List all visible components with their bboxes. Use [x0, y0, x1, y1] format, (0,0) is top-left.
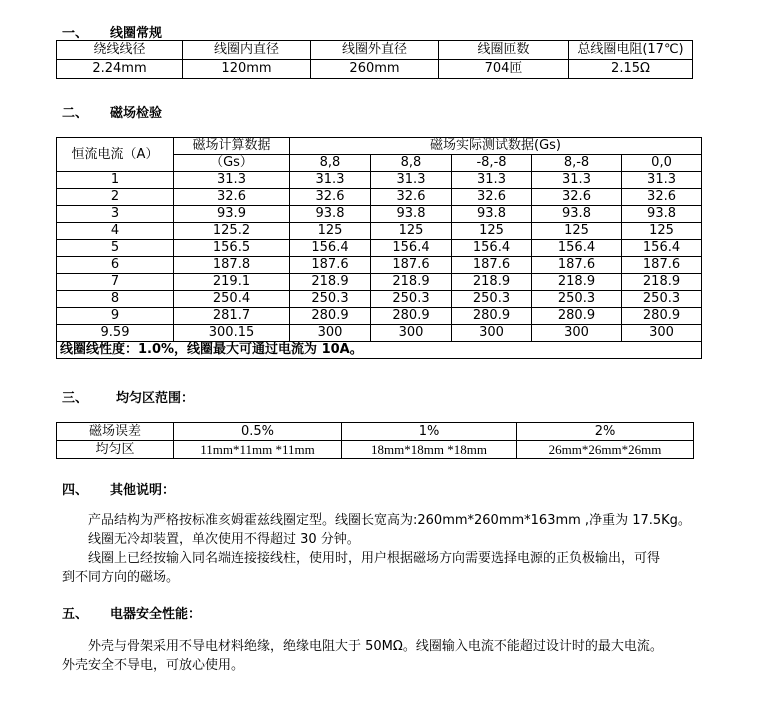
measured-column-header: 磁场实际测试数据(Gs): [290, 138, 702, 155]
table-row: [57, 325, 702, 342]
calc-value-cell: 300.15: [174, 325, 290, 342]
measured-value-cell: 300: [371, 325, 452, 342]
safety-line-2: 外壳安全不导电，可放心使用。: [62, 658, 245, 673]
section-3-heading: [62, 387, 194, 406]
section-3-number: 三、: [62, 391, 89, 406]
measured-value-cell: 32.6: [452, 189, 532, 206]
measured-value-cell: 32.6: [371, 189, 452, 206]
measured-value-cell: 31.3: [452, 172, 532, 189]
measured-value-cell: 32.6: [290, 189, 371, 206]
coil-value-cell: 2.15Ω: [569, 60, 693, 79]
coil-header-cell: 线圈外直径: [311, 41, 439, 60]
section-2-number: 二、: [62, 106, 89, 121]
measured-value-cell: 93.8: [622, 206, 702, 223]
linearity-note: 线圈线性度：1.0%，线圈最大可通过电流为 10A。: [57, 342, 702, 359]
current-value-cell: 2: [57, 189, 174, 206]
error-value: 2%: [517, 423, 694, 441]
current-value-cell: 9.59: [57, 325, 174, 342]
measured-value-cell: 156.4: [452, 240, 532, 257]
calc-column-header: 磁场计算数据: [174, 138, 290, 155]
calc-value-cell: 125.2: [174, 223, 290, 240]
measured-value-cell: 218.9: [622, 274, 702, 291]
error-label: 磁场误差: [57, 423, 174, 441]
section-1-title: 线圈常规: [110, 26, 163, 41]
measured-value-cell: 187.6: [622, 257, 702, 274]
table-row: [57, 240, 702, 257]
measured-value-cell: 300: [290, 325, 371, 342]
measured-value-cell: 31.3: [290, 172, 371, 189]
measured-value-cell: 280.9: [371, 308, 452, 325]
other-note-line-3: 线圈上已经按输入同名端连接接线柱，使用时，用户根据磁场方向需要选择电源的正负极输出，可得: [88, 551, 661, 566]
measured-value-cell: 156.4: [622, 240, 702, 257]
section-5-heading: [62, 603, 201, 622]
measured-value-cell: 187.6: [452, 257, 532, 274]
field-note-row: [57, 342, 702, 359]
measured-value-cell: 280.9: [532, 308, 622, 325]
position-header: 8,8: [371, 155, 452, 172]
measured-value-cell: 300: [622, 325, 702, 342]
measured-value-cell: 280.9: [452, 308, 532, 325]
measured-value-cell: 93.8: [452, 206, 532, 223]
current-value-cell: 1: [57, 172, 174, 189]
measured-value-cell: 93.8: [371, 206, 452, 223]
measured-value-cell: 125: [622, 223, 702, 240]
current-value-cell: 9: [57, 308, 174, 325]
section-4-number: 四、: [62, 483, 89, 498]
measured-value-cell: 187.6: [290, 257, 371, 274]
section-2-heading: [62, 102, 162, 121]
section-4-heading: [62, 479, 175, 498]
table-row: [57, 223, 702, 240]
area-value: 26mm*26mm*26mm: [517, 441, 694, 459]
calc-value-cell: 32.6: [174, 189, 290, 206]
area-label: 均匀区: [57, 441, 174, 459]
calc-value-cell: 93.9: [174, 206, 290, 223]
section-1-number: 一、: [62, 26, 89, 41]
position-header: 8,-8: [532, 155, 622, 172]
field-header-row-1: [57, 138, 702, 155]
measured-value-cell: 218.9: [290, 274, 371, 291]
other-note-line-4: 到不同方向的磁场。: [62, 570, 180, 585]
current-value-cell: 6: [57, 257, 174, 274]
calc-value-cell: 250.4: [174, 291, 290, 308]
measured-value-cell: 125: [371, 223, 452, 240]
measured-value-cell: 32.6: [622, 189, 702, 206]
table-row: [57, 308, 702, 325]
coil-value-cell: 704匝: [439, 60, 569, 79]
coil-header-cell: 总线圈电阻(17℃): [569, 41, 693, 60]
current-value-cell: 3: [57, 206, 174, 223]
calc-value-cell: 156.5: [174, 240, 290, 257]
measured-value-cell: 187.6: [371, 257, 452, 274]
measured-value-cell: 250.3: [532, 291, 622, 308]
measured-value-cell: 250.3: [371, 291, 452, 308]
measured-value-cell: 156.4: [532, 240, 622, 257]
measured-value-cell: 300: [532, 325, 622, 342]
section-5-number: 五、: [62, 607, 89, 622]
measured-value-cell: 218.9: [371, 274, 452, 291]
error-value: 1%: [342, 423, 517, 441]
measured-value-cell: 31.3: [622, 172, 702, 189]
measured-value-cell: 250.3: [452, 291, 532, 308]
measured-value-cell: 31.3: [371, 172, 452, 189]
measured-value-cell: 218.9: [452, 274, 532, 291]
other-note-line-1: 产品结构为严格按标准亥姆霍兹线圈定型。线圈长宽高为:260mm*260mm*163mm ,净重为 17.5Kg。: [88, 513, 691, 528]
table-row: [57, 172, 702, 189]
table-row: [57, 189, 702, 206]
field-test-table: [56, 137, 702, 359]
current-value-cell: 4: [57, 223, 174, 240]
measured-value-cell: 250.3: [290, 291, 371, 308]
section-2-title: 磁场检验: [110, 106, 163, 121]
measured-value-cell: 156.4: [371, 240, 452, 257]
coil-spec-table: [56, 40, 693, 79]
section-3-title: 均匀区范围：: [116, 391, 195, 406]
measured-value-cell: 125: [452, 223, 532, 240]
calc-value-cell: 187.8: [174, 257, 290, 274]
table-row: [57, 206, 702, 223]
coil-header-cell: 线圈内直径: [183, 41, 311, 60]
coil-header-cell: 绕线线径: [57, 41, 183, 60]
safety-line-1: 外壳与骨架采用不导电材料绝缘，绝缘电阻大于 50MΩ。线圈输入电流不能超过设计时的最大电流。: [88, 639, 663, 654]
uniform-area-table: [56, 422, 694, 459]
table-row: [57, 257, 702, 274]
field-data-body: [57, 172, 702, 342]
position-header: 0,0: [622, 155, 702, 172]
coil-value-cell: 2.24mm: [57, 60, 183, 79]
table-row: [57, 291, 702, 308]
measured-value-cell: 125: [290, 223, 371, 240]
other-note-line-2: 线圈无冷却装置，单次使用不得超过 30 分钟。: [88, 532, 360, 547]
calc-unit-header: （Gs）: [174, 155, 290, 172]
coil-spec-header-row: [57, 41, 693, 60]
measured-value-cell: 187.6: [532, 257, 622, 274]
measured-value-cell: 250.3: [622, 291, 702, 308]
area-value: 18mm*18mm *18mm: [342, 441, 517, 459]
coil-spec-value-row: [57, 60, 693, 79]
measured-value-cell: 156.4: [290, 240, 371, 257]
position-header: -8,-8: [452, 155, 532, 172]
measured-value-cell: 31.3: [532, 172, 622, 189]
section-1-heading: [62, 22, 162, 41]
uniform-area-row: [57, 441, 694, 459]
coil-value-cell: 260mm: [311, 60, 439, 79]
current-column-header: 恒流电流（A）: [57, 138, 174, 172]
position-header: 8,8: [290, 155, 371, 172]
coil-header-cell: 线圈匝数: [439, 41, 569, 60]
section-4-title: 其他说明：: [110, 483, 176, 498]
measured-value-cell: 280.9: [622, 308, 702, 325]
uniform-error-row: [57, 423, 694, 441]
measured-value-cell: 93.8: [532, 206, 622, 223]
error-value: 0.5%: [174, 423, 342, 441]
measured-value-cell: 32.6: [532, 189, 622, 206]
calc-value-cell: 219.1: [174, 274, 290, 291]
area-value: 11mm*11mm *11mm: [174, 441, 342, 459]
section-5-title: 电器安全性能：: [110, 607, 202, 622]
measured-value-cell: 218.9: [532, 274, 622, 291]
measured-value-cell: 300: [452, 325, 532, 342]
measured-value-cell: 93.8: [290, 206, 371, 223]
measured-value-cell: 280.9: [290, 308, 371, 325]
current-value-cell: 5: [57, 240, 174, 257]
calc-value-cell: 31.3: [174, 172, 290, 189]
measured-value-cell: 125: [532, 223, 622, 240]
current-value-cell: 8: [57, 291, 174, 308]
current-value-cell: 7: [57, 274, 174, 291]
calc-value-cell: 281.7: [174, 308, 290, 325]
coil-value-cell: 120mm: [183, 60, 311, 79]
table-row: [57, 274, 702, 291]
